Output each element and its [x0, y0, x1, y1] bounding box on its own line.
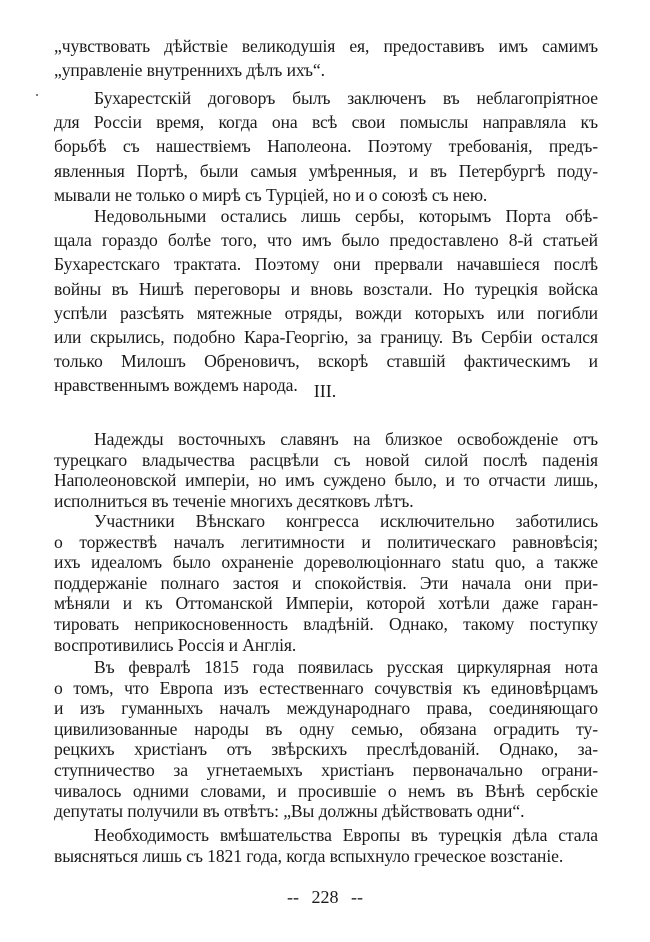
- text-line: щала гораздо болѣе того, что имъ было предоставлено 8-й статьей: [54, 230, 598, 251]
- text-line: Участники Вѣнскаго конгресса исключительно заботились: [94, 511, 598, 531]
- text-line: Бухарестскаго трактата. Поэтому они прервали начавшіеся послѣ: [54, 254, 598, 275]
- text-line: рецкихъ христіанъ отъ звѣрскихъ преслѣдованій. Однако, за-: [54, 739, 598, 760]
- text-line: чивалось одними словами, и просившіе о немъ въ Вѣнѣ сербскіе: [54, 780, 598, 801]
- text-line: воспротивились Россія и Англія.: [54, 634, 297, 655]
- paragraph: [54, 204, 598, 398]
- text-line: и изъ гуманныхъ началъ международнаго права, соединяющаго: [54, 698, 598, 719]
- paragraph: [54, 34, 598, 82]
- paragraph: [54, 429, 598, 511]
- page-number: -- 228 --: [287, 887, 363, 907]
- text-line: мѣняли и къ Оттоманской Имперіи, которой хотѣли даже гаран-: [54, 593, 598, 614]
- text-line: ихъ идеаломъ было охраненіе дореволюціоннаго statu quo, а также: [54, 552, 598, 573]
- text-line: Необходимость вмѣшательства Европы въ турецкія дѣла стала: [94, 825, 598, 845]
- text-line: Недовольными остались лишь сербы, которымъ Порта обѣ-: [94, 206, 598, 226]
- text-line: Надежды восточныхъ славянъ на близкое освобожденіе отъ: [94, 429, 598, 449]
- text-line: выясняться лишь съ 1821 года, когда вспыхнуло греческое возстаніе.: [54, 845, 564, 866]
- text-line: Въ февралѣ 1815 года появилась русская циркулярная нота: [94, 657, 598, 677]
- text-line: только Милошъ Обреновичъ, вскорѣ ставшій фактическимъ и: [54, 351, 598, 372]
- text-line: борьбѣ съ нашествіемъ Наполеона. Поэтому требованія, предъ-: [54, 136, 598, 157]
- text-line: депутаты получили въ отвѣтъ: „Вы должны дѣйствовать одни“.: [54, 801, 525, 822]
- paragraph: [54, 657, 598, 822]
- text-line: мывали не только о мирѣ съ Турціей, но и о союзѣ съ нею.: [54, 184, 488, 205]
- paragraph: [54, 86, 598, 207]
- text-line: тировать неприкосновенность владѣній. Однако, такому поступку: [54, 613, 598, 634]
- paragraph: [54, 511, 598, 655]
- text-line: о торжествѣ началъ легитимности и политическаго равновѣсія;: [54, 531, 598, 552]
- text-line: войны въ Нишѣ переговоры и вновь возстали. Но турецкія войска: [54, 278, 598, 299]
- text-line: нравственнымъ вождемъ народа.: [54, 375, 298, 396]
- text-line: поддержаніе полнаго застоя и спокойствія. Эти начала они при-: [54, 572, 598, 593]
- text-line: ступничество за угнетаемыхъ христіанъ первоначально ограни-: [54, 759, 598, 780]
- text-line: „чувствовать дѣйствіе великодушія ея, предоставивъ имъ самимъ: [54, 36, 598, 56]
- text-line: „управленіе внутреннихъ дѣлъ ихъ“.: [54, 60, 325, 81]
- text-line: успѣли разсѣять мятежные отряды, вожди которыхъ или погибли: [54, 302, 598, 323]
- text-line: или скрылись, подобно Кара-Георгію, за границу. Въ Сербіи остался: [54, 326, 598, 347]
- text-line: турецкаго владычества расцвѣли съ новой силой послѣ паденія: [54, 449, 598, 470]
- text-line: исполниться въ теченіе многихъ десятковъ лѣтъ.: [54, 490, 414, 511]
- text-line: цивилизованные народы въ одну семью, обязана оградить ту-: [54, 718, 598, 739]
- text-line: для Россіи время, когда она всѣ свои помыслы направляла къ: [54, 112, 598, 133]
- text-line: о томъ, что Европа изъ естественнаго сочувствія къ единовѣрцамъ: [54, 677, 598, 698]
- text-line: Наполеоновской имперіи, но имъ суждено было, и то отчасти лишь,: [54, 470, 598, 491]
- scan-speck: [36, 94, 38, 96]
- section-heading: III.: [313, 381, 337, 401]
- text-line: явленныя Портѣ, были самыя умѣренныя, и въ Петербургѣ поду-: [54, 160, 598, 181]
- paragraph: [54, 825, 598, 866]
- text-line: Бухарестскій договоръ былъ заключенъ въ неблагопріятное: [94, 88, 598, 108]
